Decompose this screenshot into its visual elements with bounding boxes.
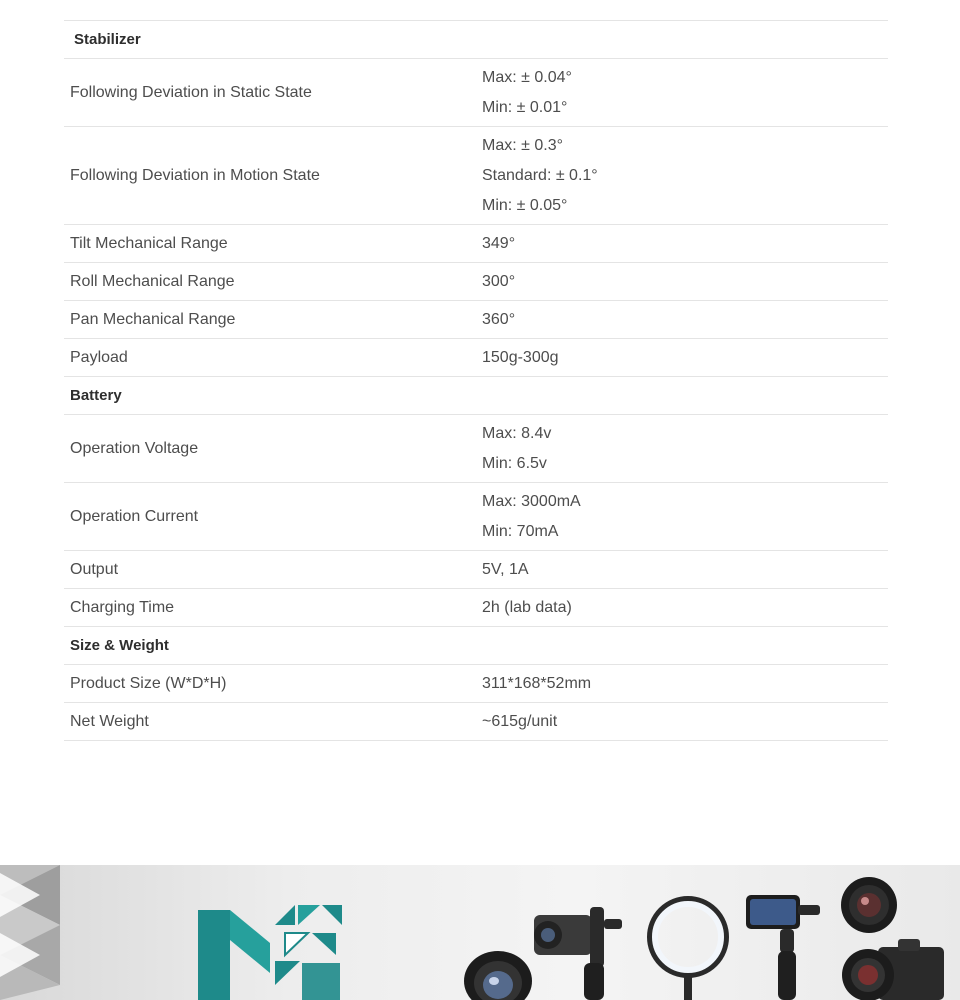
section-header-size-weight bbox=[64, 627, 888, 665]
spec-value: 150g-300g bbox=[482, 348, 559, 366]
spec-value-line: Min: ± 0.05° bbox=[482, 196, 568, 214]
spec-value: 311*168*52mm bbox=[482, 674, 592, 692]
brand-banner bbox=[0, 865, 960, 1000]
phone-gimbal-icon bbox=[742, 891, 828, 1000]
spec-value-line: Max: 3000mA bbox=[482, 492, 581, 510]
spec-value-line: Standard: ± 0.1° bbox=[482, 166, 598, 184]
spec-label: Roll Mechanical Range bbox=[70, 272, 235, 290]
table-row bbox=[64, 551, 888, 589]
table-row bbox=[64, 225, 888, 263]
section-title: Size & Weight bbox=[70, 637, 169, 654]
spec-value-line: Min: 6.5v bbox=[482, 454, 547, 472]
spec-label: Pan Mechanical Range bbox=[70, 310, 236, 328]
spec-value-line: Max: ± 0.3° bbox=[482, 136, 563, 154]
spec-value-line: Min: 70mA bbox=[482, 522, 559, 540]
spec-value bbox=[476, 487, 888, 547]
spec-value: 300° bbox=[482, 272, 516, 290]
section-header-battery bbox=[64, 377, 888, 415]
spec-label: Operation Current bbox=[70, 507, 199, 525]
spec-value-line: Min: ± 0.01° bbox=[482, 98, 568, 116]
section-header-stabilizer bbox=[64, 21, 888, 59]
table-row bbox=[64, 263, 888, 301]
mirrorless-camera-icon bbox=[838, 939, 948, 1000]
gimbal-stabilizer-icon bbox=[528, 897, 636, 1000]
spec-value-line: Max: 8.4v bbox=[482, 424, 552, 442]
table-row bbox=[64, 703, 888, 741]
spec-label: Tilt Mechanical Range bbox=[70, 234, 228, 252]
camera-lens-icon bbox=[462, 945, 534, 1000]
spec-value bbox=[476, 131, 888, 221]
camera-lens-icon bbox=[838, 875, 900, 935]
spec-value-line: Max: ± 0.04° bbox=[482, 68, 572, 86]
spec-label: Operation Voltage bbox=[70, 439, 199, 457]
spec-table bbox=[64, 20, 888, 741]
spec-value: 349° bbox=[482, 234, 516, 252]
spec-label: Net Weight bbox=[70, 712, 149, 730]
spec-label: Product Size (W*D*H) bbox=[70, 674, 227, 692]
table-row bbox=[64, 127, 888, 225]
table-row bbox=[64, 301, 888, 339]
brand-logo-icon bbox=[190, 903, 350, 1000]
spec-label: Payload bbox=[70, 348, 128, 366]
table-row bbox=[64, 589, 888, 627]
table-row bbox=[64, 339, 888, 377]
spec-value: 2h (lab data) bbox=[482, 598, 572, 616]
spec-value bbox=[476, 63, 888, 123]
spec-value: ~615g/unit bbox=[482, 712, 558, 730]
section-title: Stabilizer bbox=[74, 31, 141, 48]
table-row bbox=[64, 59, 888, 127]
ring-light-icon bbox=[644, 891, 732, 1000]
section-title: Battery bbox=[70, 387, 122, 404]
spec-value: 5V, 1A bbox=[482, 560, 529, 578]
spec-label: Output bbox=[70, 560, 119, 578]
table-row bbox=[64, 483, 888, 551]
spec-label: Charging Time bbox=[70, 598, 175, 616]
table-row bbox=[64, 415, 888, 483]
spec-label: Following Deviation in Static State bbox=[70, 83, 312, 101]
spec-value: 360° bbox=[482, 310, 516, 328]
spec-label: Following Deviation in Motion State bbox=[70, 166, 320, 184]
chevron-pattern-icon bbox=[0, 865, 70, 1000]
table-row bbox=[64, 665, 888, 703]
spec-value bbox=[476, 419, 888, 479]
